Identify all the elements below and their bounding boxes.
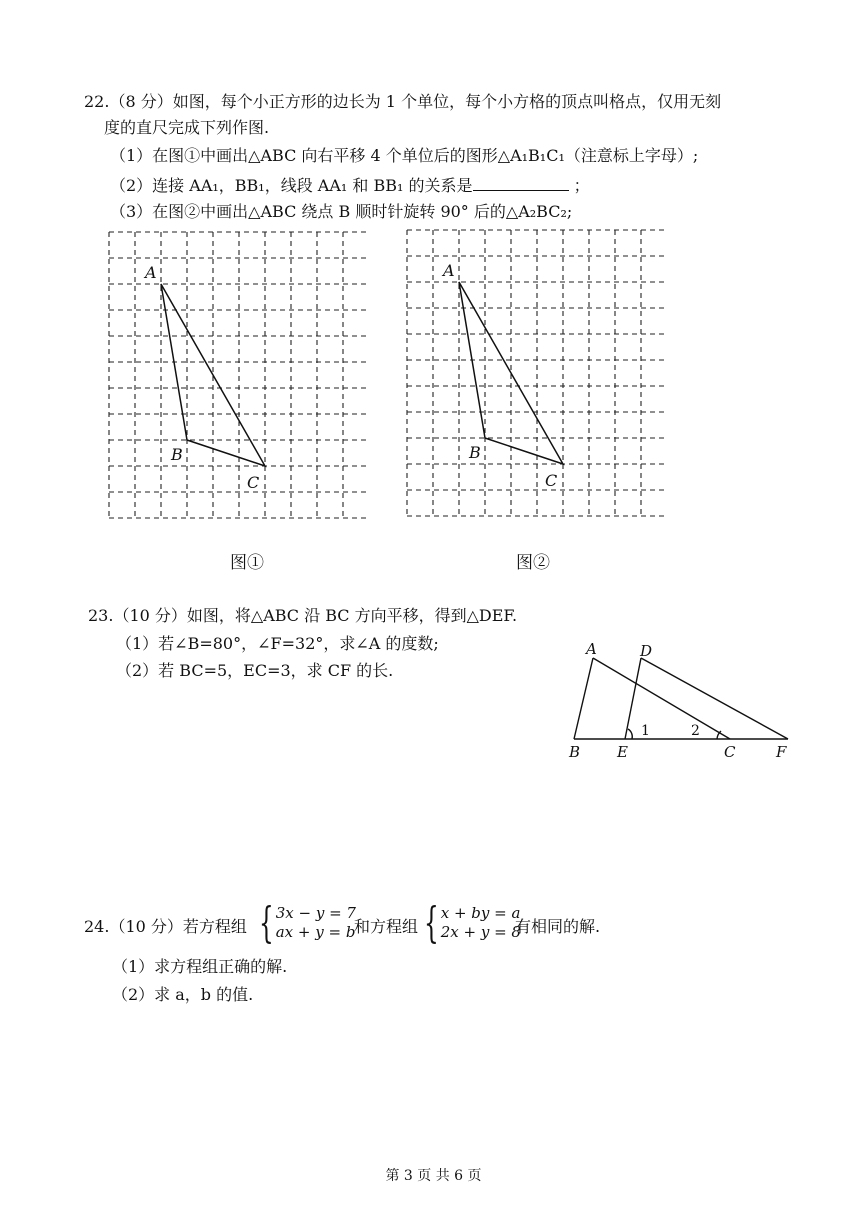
- system1-eq2: ax + y = b: [275, 923, 356, 941]
- side-ab: [574, 658, 593, 739]
- q24-part2: （2）求 a，b 的值.: [112, 985, 254, 1004]
- q24-mid: 和方程组: [354, 917, 419, 936]
- left-brace: {: [424, 898, 439, 947]
- q22-part1: （1）在图①中画出△ABC 向右平移 4 个单位后的图形△A₁B₁C₁（注意标上字母）;: [110, 146, 699, 165]
- q22-part2-text: （2）连接 AA₁，BB₁，线段 AA₁ 和 BB₁ 的关系是: [110, 176, 473, 195]
- answer-blank[interactable]: [473, 174, 569, 191]
- vertex-label-a: A: [443, 261, 455, 280]
- q24-end: 有相同的解.: [515, 917, 601, 936]
- system1-eq1: 3x − y = 7: [275, 904, 356, 922]
- label-c: C: [724, 743, 736, 761]
- q23-part2: （2）若 BC=5，EC=3，求 CF 的长.: [116, 661, 394, 680]
- label-d: D: [640, 642, 653, 660]
- system2-eq1: x + by = a: [440, 904, 521, 922]
- system2-eq2: 2x + y = 8: [440, 923, 521, 941]
- angle-1-label: 1: [641, 723, 650, 739]
- q23-part1: （1）若∠B=80°，∠F=32°，求∠A 的度数;: [116, 634, 439, 653]
- figure-1-caption: 图①: [230, 553, 264, 573]
- side-ac: [593, 658, 730, 739]
- figure-2-caption: 图②: [516, 553, 550, 573]
- triangle-abc: [459, 282, 563, 464]
- q22-part2: [110, 174, 590, 196]
- vertex-label-c: C: [545, 471, 558, 490]
- label-a: A: [586, 640, 597, 658]
- q22-part3: （3）在图②中画出△ABC 绕点 B 顺时针旋转 90° 后的△A₂BC₂;: [110, 202, 573, 221]
- label-b: B: [569, 743, 581, 761]
- angle-2-label: 2: [691, 723, 700, 739]
- side-de: [625, 658, 641, 739]
- q22-heading-cont: 度的直尺完成下列作图.: [104, 118, 270, 137]
- q22-part2-end: ；: [573, 176, 590, 195]
- equation-system-2: [418, 898, 521, 947]
- page-footer: 第 3 页 共 6 页: [385, 1168, 482, 1184]
- vertex-label-b: B: [171, 445, 183, 464]
- triangle-abc: [161, 284, 265, 466]
- label-f: F: [776, 743, 787, 761]
- vertex-label-b: B: [469, 443, 481, 462]
- q24-part1: （1）求方程组正确的解.: [112, 957, 288, 976]
- vertex-label-a: A: [145, 263, 157, 282]
- equation-system-1: [253, 898, 356, 947]
- grid-figure-1: [105, 228, 367, 524]
- q23-heading: 23.（10 分）如图，将△ABC 沿 BC 方向平移，得到△DEF.: [88, 606, 518, 625]
- translation-figure: [560, 636, 800, 766]
- side-df: [641, 658, 788, 739]
- vertex-label-c: C: [247, 473, 260, 492]
- label-e: E: [617, 743, 628, 761]
- q22-heading: 22.（8 分）如图，每个小正方形的边长为 1 个单位，每个小方格的顶点叫格点，仅用无刻: [84, 92, 722, 111]
- q24-intro: 24.（10 分）若方程组: [84, 917, 247, 936]
- angle-1-arc: [628, 729, 632, 739]
- left-brace: {: [259, 898, 274, 947]
- grid-figure-2: [403, 226, 665, 522]
